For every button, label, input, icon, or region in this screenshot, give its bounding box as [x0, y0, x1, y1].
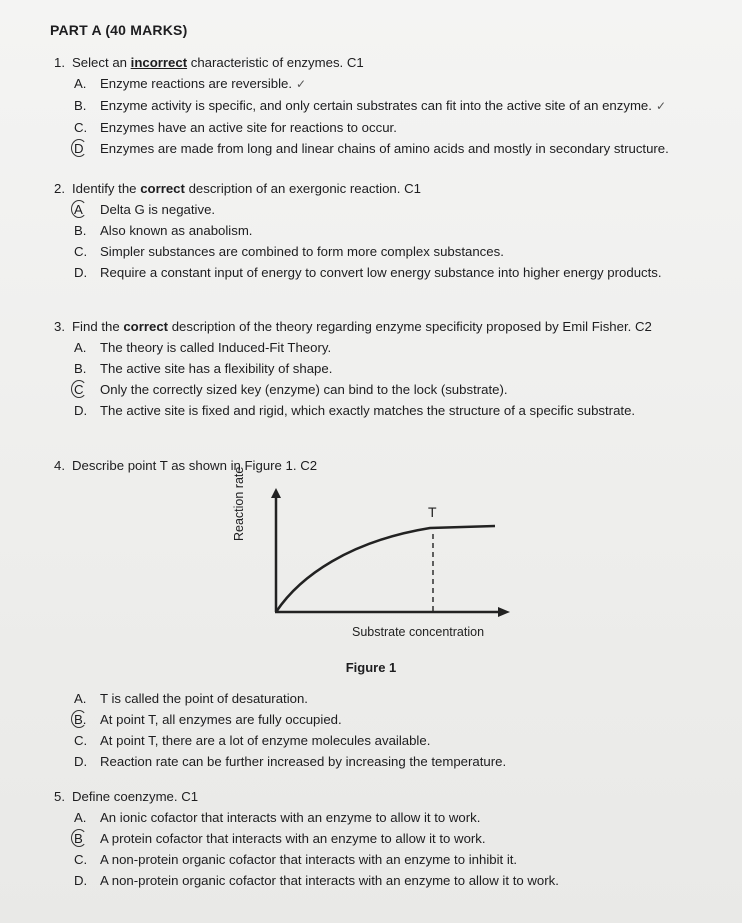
question-number: 1.	[54, 55, 65, 70]
option-a[interactable]: A. Enzyme reactions are reversible. ✓	[74, 76, 307, 91]
option-d[interactable]: D. Reaction rate can be further increased by increasing the temperature.	[74, 754, 507, 769]
question-stem: 2. Identify the correct description of an exergonic reaction. C1	[54, 178, 704, 199]
option-b[interactable]: B. At point T, all enzymes are fully occupied.	[54, 709, 704, 730]
option-a[interactable]: A Delta G is negative.	[54, 199, 704, 220]
question-number: 2.	[54, 181, 65, 196]
section-header: PART A (40 MARKS)	[50, 22, 188, 38]
option-c[interactable]: C. Simpler substances are combined to form more complex substances.	[74, 244, 504, 259]
question-stem: 4. Describe point T as shown in Figure 1. C2	[54, 455, 704, 476]
circled-answer-icon: C	[74, 379, 92, 400]
question-stem: 1. Select an incorrect characteristic of enzymes. C1	[54, 52, 704, 73]
key-word: correct	[140, 181, 185, 196]
option-b[interactable]: B. Also known as anabolism.	[74, 223, 253, 238]
option-a[interactable]: A. An ionic cofactor that interacts with an enzyme to allow it to work.	[74, 810, 481, 825]
question-3	[54, 316, 704, 421]
question-4	[54, 455, 704, 476]
figure-caption: Figure 1	[345, 660, 397, 675]
option-c[interactable]: C Only the correctly sized key (enzyme) can bind to the lock (substrate).	[54, 379, 704, 400]
tick-mark-icon: ✓	[655, 99, 666, 113]
option-d[interactable]: D Enzymes are made from long and linear chains of amino acids and mostly in secondary structure.	[54, 138, 704, 159]
option-d[interactable]: D. Require a constant input of energy to convert low energy substance into higher energy products.	[74, 265, 662, 280]
question-number: 4.	[54, 458, 65, 473]
question-2	[54, 178, 704, 283]
circled-answer-icon: B.	[74, 709, 92, 730]
option-c[interactable]: C. A non-protein organic cofactor that interacts with an enzyme to inhibit it.	[74, 852, 518, 867]
question-5	[54, 786, 704, 891]
y-axis-arrow	[271, 488, 281, 498]
x-axis-arrow	[498, 607, 510, 617]
x-axis-label: Substrate concentration	[352, 625, 485, 639]
circled-answer-icon: D	[74, 138, 92, 159]
circled-answer-icon: B	[74, 828, 92, 849]
question-4-options	[54, 688, 704, 772]
tick-mark-icon: ✓	[296, 77, 307, 91]
figure-1-chart	[232, 466, 540, 656]
option-b[interactable]: B A protein cofactor that interacts with an enzyme to allow it to work.	[54, 828, 704, 849]
question-stem: 3. Find the correct description of the theory regarding enzyme specificity proposed by Emil Fisher. C2	[54, 316, 704, 337]
question-number: 3.	[54, 319, 65, 334]
option-c[interactable]: C. At point T, there are a lot of enzyme molecules available.	[74, 733, 431, 748]
question-1	[54, 52, 704, 159]
option-c[interactable]: C. Enzymes have an active site for reactions to occur.	[74, 120, 397, 135]
option-d[interactable]: D. A non-protein organic cofactor that interacts with an enzyme to allow it to work.	[74, 873, 559, 888]
option-a[interactable]: A. The theory is called Induced-Fit Theory.	[74, 340, 332, 355]
option-d[interactable]: D. The active site is fixed and rigid, which exactly matches the structure of a specific substrate.	[74, 403, 636, 418]
option-a[interactable]: A. T is called the point of desaturation.	[74, 691, 308, 706]
y-axis-label: Reaction rate	[232, 466, 246, 541]
option-b[interactable]: B. The active site has a flexibility of shape.	[74, 361, 333, 376]
chart-svg	[240, 486, 540, 656]
circled-answer-icon: A	[74, 199, 92, 220]
point-t-label: T	[428, 504, 437, 520]
option-b[interactable]: B. Enzyme activity is specific, and only certain substrates can fit into the active site of an enzyme. ✓	[74, 98, 666, 113]
key-word: correct	[123, 319, 169, 334]
saturation-curve	[276, 526, 495, 612]
question-stem: 5. Define coenzyme. C1	[54, 786, 704, 807]
question-number: 5.	[54, 789, 65, 804]
key-word: incorrect	[130, 55, 188, 70]
